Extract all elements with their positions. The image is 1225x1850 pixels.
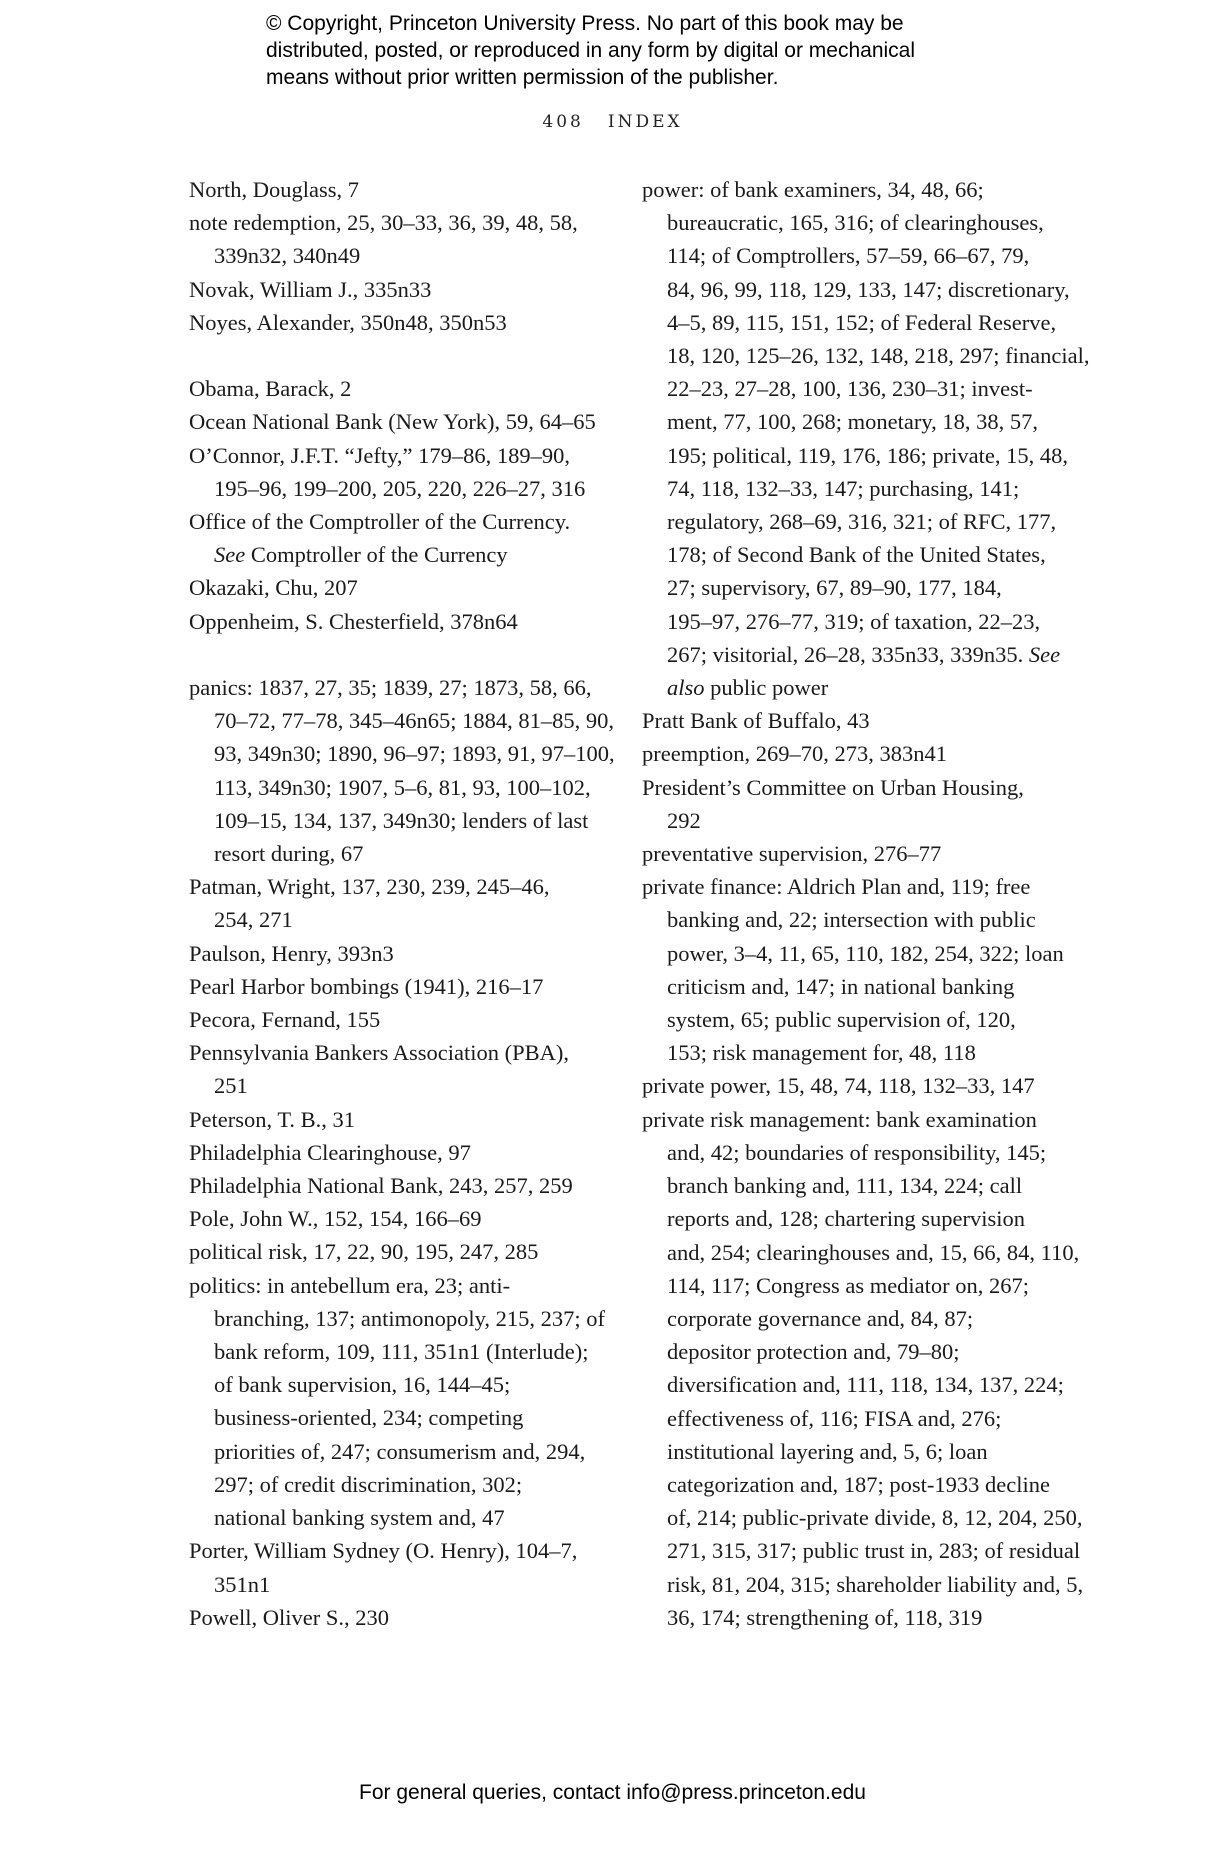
index-entry (189, 671, 619, 870)
entry-continuation-line: 114; of Comptrollers, 57–59, 66–67, 79, (667, 243, 1030, 269)
entry-continuation-line: 22–23, 27–28, 100, 136, 230–31; invest- (667, 376, 1033, 402)
copyright-line: distributed, posted, or reproduced in any form by digital or mechanical (266, 39, 916, 62)
entry-continuation-line: and, 254; clearinghouses and, 15, 66, 84, 110, (667, 1239, 1080, 1265)
entry-continuation-line: 113, 349n30; 1907, 5–6, 81, 93, 100–102, (214, 774, 591, 800)
entry-heading-line: Porter, William Sydney (O. Henry), 104–7, (189, 1538, 578, 1564)
index-entry (189, 1202, 619, 1235)
entry-continuation-line: reports and, 128; chartering supervision (667, 1206, 1026, 1232)
entry-heading-line: panics: 1837, 27, 35; 1839, 27; 1873, 58, 66, (189, 675, 592, 701)
entry-continuation-line: ment, 77, 100, 268; monetary, 18, 38, 57, (667, 409, 1038, 435)
entry-heading-line: Powell, Oliver S., 230 (189, 1604, 389, 1630)
entry-heading-line: O’Connor, J.F.T. “Jefty,” 179–86, 189–90, (189, 442, 571, 468)
entry-text: public power (704, 675, 829, 701)
entry-heading-line: Pole, John W., 152, 154, 166–69 (189, 1206, 482, 1232)
entry-continuation-line: branching, 137; antimonopoly, 215, 237; of (214, 1305, 605, 1331)
entry-heading-line: Peterson, T. B., 31 (189, 1106, 356, 1132)
entry-continuation-line: 195–96, 199–200, 205, 220, 226–27, 316 (214, 475, 586, 501)
index-entry (189, 173, 619, 206)
entry-continuation-line: 36, 174; strengthening of, 118, 319 (667, 1604, 983, 1630)
entry-continuation-line: effectiveness of, 116; FISA and, 276; (667, 1405, 1002, 1431)
section-title: INDEX (607, 112, 683, 132)
entry-heading-line: private risk management: bank examination (642, 1106, 1037, 1132)
entry-continuation-line: 292 (667, 807, 701, 833)
letter-group-gap (189, 339, 619, 372)
cross-reference-label: See (1028, 641, 1061, 667)
page-number: 408 (542, 112, 584, 132)
index-entry (189, 405, 619, 438)
entry-heading-line: Pecora, Fernand, 155 (189, 1007, 381, 1033)
entry-heading-line: Pratt Bank of Buffalo, 43 (642, 708, 870, 734)
index-entry (189, 1235, 619, 1268)
entry-heading-line: Okazaki, Chu, 207 (189, 575, 358, 601)
entry-heading-line: preventative supervision, 276–77 (642, 841, 942, 867)
entry-heading-line: Office of the Comptroller of the Currency. (189, 509, 571, 535)
entry-continuation-line: 339n32, 340n49 (214, 243, 361, 269)
entry-heading-line: preemption, 269–70, 273, 383n41 (642, 741, 947, 767)
entry-continuation-line: bureaucratic, 165, 316; of clearinghouses, (667, 210, 1044, 236)
index-entry (189, 937, 619, 970)
entry-continuation-line: 27; supervisory, 67, 89–90, 177, 184, (667, 575, 1002, 601)
entry-continuation-line: 251 (214, 1073, 248, 1099)
index-entry (189, 439, 619, 505)
entry-heading-line: Philadelphia National Bank, 243, 257, 259 (189, 1173, 573, 1199)
entry-continuation-line: 351n1 (214, 1571, 271, 1597)
entry-continuation-line: business-oriented, 234; competing (214, 1405, 524, 1431)
entry-continuation-line: 4–5, 89, 115, 151, 152; of Federal Reserve, (667, 309, 1057, 335)
entry-continuation-line: 271, 315, 317; public trust in, 283; of residual (667, 1538, 1081, 1564)
entry-heading-line: Paulson, Henry, 393n3 (189, 940, 394, 966)
entry-continuation-line: risk, 81, 204, 315; shareholder liability and, 5, (667, 1571, 1084, 1597)
index-entry (642, 737, 1072, 770)
entry-continuation-line: 70–72, 77–78, 345–46n65; 1884, 81–85, 90, (214, 708, 615, 734)
index-column-right (642, 173, 1090, 1634)
entry-heading-line: Obama, Barack, 2 (189, 376, 352, 402)
entry-continuation-line: 74, 118, 132–33, 147; purchasing, 141; (667, 475, 1020, 501)
index-entry (189, 571, 619, 604)
entry-continuation-line: 254, 271 (214, 907, 293, 933)
entry-continuation-line: 195–97, 276–77, 319; of taxation, 22–23, (667, 608, 1041, 634)
index-entry (189, 1601, 619, 1634)
entry-continuation-line: 18, 120, 125–26, 132, 148, 218, 297; financial, (667, 343, 1090, 369)
footer-contact: For general queries, contact info@press.princeton.edu (359, 1781, 866, 1804)
entry-heading-line: Philadelphia Clearinghouse, 97 (189, 1139, 471, 1165)
index-entry (642, 1069, 1072, 1102)
index-entry (189, 1136, 619, 1169)
entry-continuation-line: of bank supervision, 16, 144–45; (214, 1372, 511, 1398)
index-entry (189, 372, 619, 405)
entry-heading-line: Oppenheim, S. Chesterfield, 378n64 (189, 608, 518, 634)
index-entry (642, 704, 1072, 737)
entry-heading-line: Patman, Wright, 137, 230, 239, 245–46, (189, 874, 550, 900)
entry-continuation-line: 178; of Second Bank of the United States, (667, 542, 1046, 568)
entry-heading-line: Novak, William J., 335n33 (189, 276, 432, 302)
index-entry (189, 870, 619, 936)
entry-heading-line: Ocean National Bank (New York), 59, 64–65 (189, 409, 596, 435)
entry-heading-line: Pearl Harbor bombings (1941), 216–17 (189, 973, 544, 999)
entry-continuation-line: institutional layering and, 5, 6; loan (667, 1438, 988, 1464)
index-entry (189, 306, 619, 339)
entry-heading-line: politics: in antebellum era, 23; anti- (189, 1272, 511, 1298)
index-entry (189, 1534, 619, 1600)
entry-continuation-line: criticism and, 147; in national banking (667, 973, 1015, 999)
index-entry (642, 771, 1072, 837)
index-entry (189, 505, 619, 571)
cross-reference-label: also (667, 675, 705, 701)
entry-continuation-line: national banking system and, 47 (214, 1505, 505, 1531)
index-entry (189, 1003, 619, 1036)
index-entry (642, 173, 1090, 704)
entry-continuation-line: resort during, 67 (214, 841, 364, 867)
entry-heading-line: Noyes, Alexander, 350n48, 350n53 (189, 309, 507, 335)
entry-continuation-line: bank reform, 109, 111, 351n1 (Interlude); (214, 1339, 589, 1365)
entry-continuation-line: 84, 96, 99, 118, 129, 133, 147; discretionary, (667, 276, 1070, 302)
index-column-left (189, 173, 619, 1634)
entry-continuation-line: priorities of, 247; consumerism and, 294, (214, 1438, 586, 1464)
index-entry (189, 1169, 619, 1202)
copyright-line: © Copyright, Princeton University Press. No part of this book may be (266, 12, 904, 35)
entry-heading-line: private finance: Aldrich Plan and, 119; free (642, 874, 1031, 900)
entry-continuation-line: and, 42; boundaries of responsibility, 145; (667, 1139, 1047, 1165)
running-head (0, 112, 1225, 132)
entry-heading-line: power: of bank examiners, 34, 48, 66; (642, 177, 984, 202)
entry-text: 267; visitorial, 26–28, 335n33, 339n35. (667, 641, 1029, 667)
entry-heading-line: political risk, 17, 22, 90, 195, 247, 285 (189, 1239, 539, 1265)
index-entry (189, 970, 619, 1003)
entry-continuation-line: 93, 349n30; 1890, 96–97; 1893, 91, 97–100, (214, 741, 615, 767)
copyright-notice (266, 10, 915, 91)
entry-continuation-line (642, 638, 1072, 671)
entry-continuation-line: 153; risk management for, 48, 118 (667, 1040, 976, 1066)
entry-heading-line: private power, 15, 48, 74, 118, 132–33, 147 (642, 1073, 1035, 1099)
entry-continuation-line: diversification and, 111, 118, 134, 137, 224; (667, 1372, 1064, 1398)
entry-continuation-line: categorization and, 187; post-1933 decline (667, 1471, 1051, 1497)
entry-continuation-line: banking and, 22; intersection with public (667, 907, 1036, 933)
cross-reference-label: See (214, 542, 246, 568)
entry-continuation-line: of, 214; public-private divide, 8, 12, 204, 250, (667, 1505, 1083, 1531)
index-entry (189, 1103, 619, 1136)
index-entry (189, 1269, 619, 1535)
index-entry (642, 870, 1072, 1069)
entry-heading-line: Pennsylvania Bankers Association (PBA), (189, 1040, 569, 1066)
entry-continuation-line: branch banking and, 111, 134, 224; call (667, 1173, 1023, 1199)
index-entry (642, 1103, 1084, 1634)
entry-continuation-line: 297; of credit discrimination, 302; (214, 1471, 523, 1497)
entry-continuation-line: 109–15, 134, 137, 349n30; lenders of last (214, 807, 589, 833)
entry-continuation-line: corporate governance and, 84, 87; (667, 1305, 974, 1331)
entry-continuation-line: regulatory, 268–69, 316, 321; of RFC, 177, (667, 509, 1057, 535)
entry-continuation-line: system, 65; public supervision of, 120, (667, 1007, 1016, 1033)
letter-group-gap (189, 638, 619, 671)
entry-continuation-line: 195; political, 119, 176, 186; private, 15, 48, (667, 442, 1068, 468)
entry-heading-line: President’s Committee on Urban Housing, (642, 774, 1024, 800)
copyright-line: means without prior written permission of the publisher. (266, 66, 779, 89)
entry-continuation-line: power, 3–4, 11, 65, 110, 182, 254, 322; loan (667, 940, 1064, 966)
entry-heading-line: note redemption, 25, 30–33, 36, 39, 48, 58, (189, 210, 578, 236)
entry-continuation-line: depositor protection and, 79–80; (667, 1339, 960, 1365)
entry-continuation-line (642, 671, 1072, 704)
index-entry (189, 605, 619, 638)
index-entry (189, 1036, 619, 1102)
entry-heading-line: North, Douglass, 7 (189, 177, 359, 202)
index-entry (189, 273, 619, 306)
entry-continuation-line (189, 538, 619, 571)
entry-continuation-line: 114, 117; Congress as mediator on, 267; (667, 1272, 1030, 1298)
index-entry (642, 837, 1072, 870)
entry-text: Comptroller of the Currency (245, 542, 508, 568)
index-entry (189, 206, 619, 272)
